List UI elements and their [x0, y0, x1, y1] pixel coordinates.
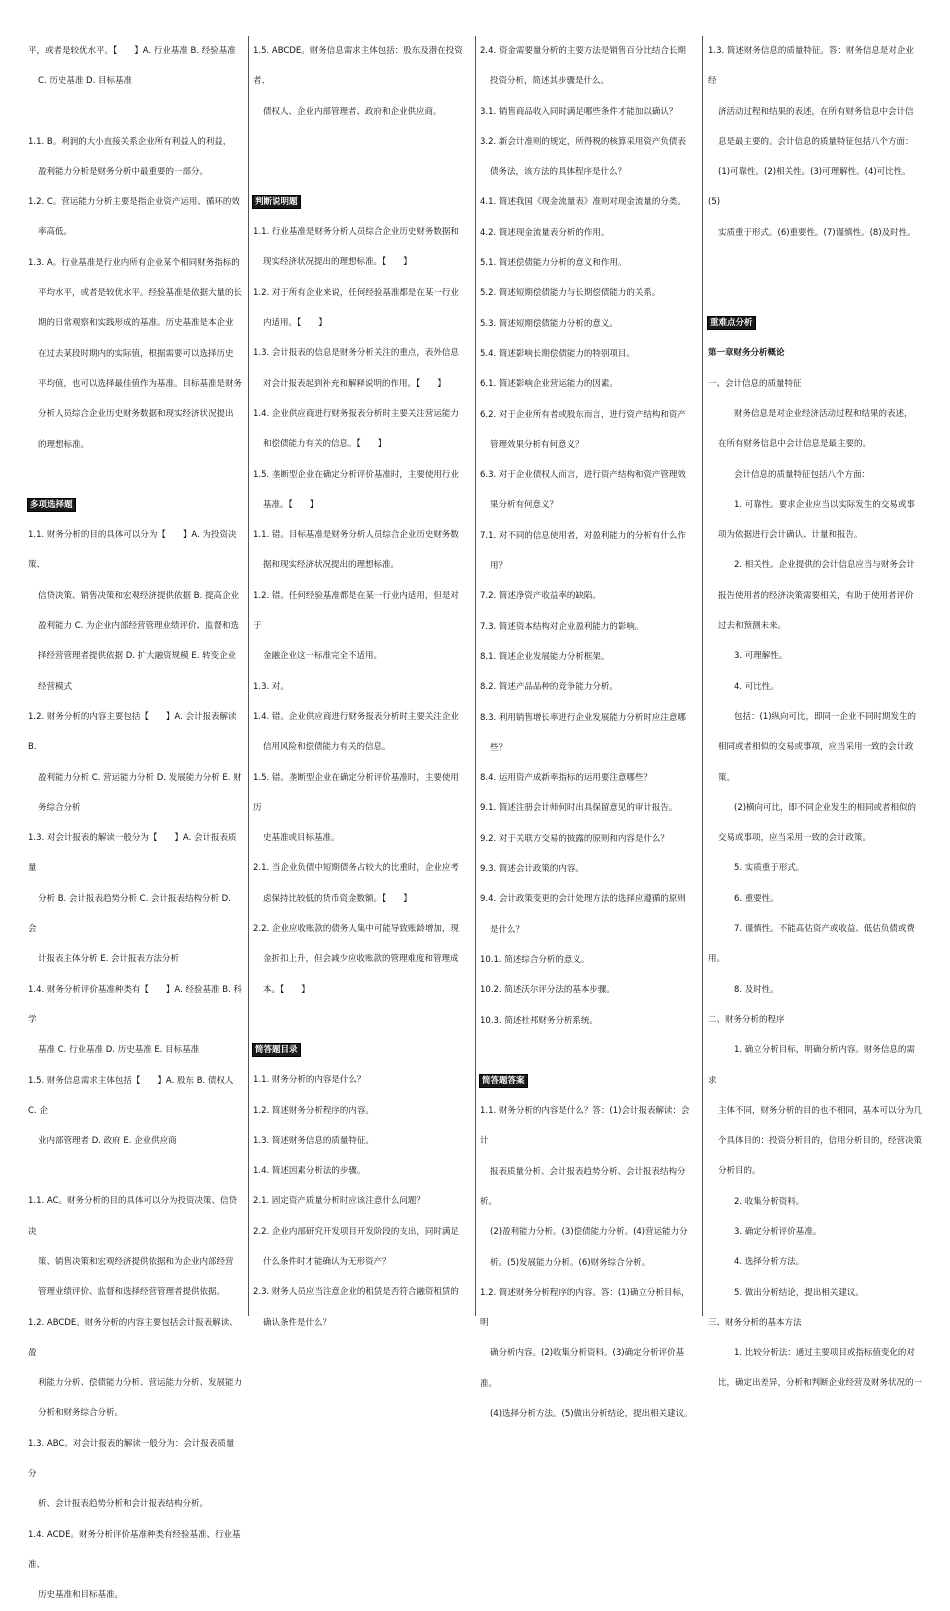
text-line: 10.2. 简述沃尔评分法的基本步骤。: [480, 985, 615, 996]
column-divider: [475, 36, 476, 1316]
text-line: 7.2. 简述净资产收益率的缺陷。: [480, 591, 601, 602]
text-line: [253, 127, 467, 157]
text-line: 8.4. 运用资产成新率指标的运用要注意哪些？: [480, 773, 652, 784]
text-line: 盈利能力分析 C. 营运能力分析 D. 发展能力分析 E. 财: [38, 772, 242, 783]
text-line: 1.2. 简述财务分析程序的内容。: [253, 1105, 374, 1116]
text-line: 7.1. 对不同的信息使用者，对盈利能力的分析有什么作: [480, 530, 686, 541]
text-line: 利能力分析、偿债能力分析、营运能力分析、发展能力: [38, 1378, 243, 1389]
text-line: 平，或者是较优水平。【 】A. 行业基准 B. 经验基准: [28, 46, 236, 56]
text-line: 在所有财务信息中会计信息是最主要的。: [718, 439, 872, 450]
text-line: 期的日常观察和实践形成的基准。历史基准是本企业: [38, 318, 234, 329]
text-line: 9.3. 简述会计政策的内容。: [480, 864, 584, 875]
text-line: 1.2. ABCDE。财务分析的内容主要包括会计报表解读、盈: [28, 1317, 238, 1358]
text-line: 1. 可靠性。要求企业应当以实际发生的交易或事: [734, 499, 915, 510]
text-line: 分析目的。: [718, 1166, 761, 1177]
text-line: [253, 157, 467, 187]
text-line: 和偿债能力有关的信息。【 】: [263, 439, 387, 450]
text-line: 1.3. 简述财务信息的质量特征。答：财务信息是对企业经: [708, 46, 914, 87]
text-line: 济活动过程和结果的表述，在所有财务信息中会计信: [718, 106, 914, 117]
text-line: 计报表主体分析 E. 会计报表方法分析: [38, 954, 179, 965]
text-line: 虑保持比较低的货币资金数额。【 】: [263, 893, 412, 904]
text-line: 一、会计信息的质量特征: [708, 378, 802, 389]
text-line: 析。(5)发展能力分析。(6)财务综合分析。: [490, 1257, 651, 1268]
text-line: [480, 1036, 694, 1066]
text-line: 过去和预测未来。: [718, 621, 787, 632]
text-line: 择经营管理者提供依据 D. 扩大融资规模 E. 转变企业: [38, 651, 237, 662]
text-line: 盈利能力 C. 为企业内部经营管理业绩评价、监督和选: [38, 621, 240, 632]
text-line: 6.3. 对于企业债权人而言，进行资产结构和资产管理效: [480, 470, 686, 481]
text-line: 平均水平，或者是较优水平。经验基准是依据大量的长: [38, 288, 243, 299]
text-line: 的理想标准。: [38, 439, 90, 450]
text-line: 8.1. 简述企业发展能力分析框架。: [480, 651, 610, 662]
text-line: 确认条件是什么？: [263, 1317, 332, 1328]
text-line: 1.4. 错。企业供应商进行财务报表分析时主要关注企业: [253, 711, 459, 722]
text-line: 1.1. 财务分析的目的具体可以分为【 】A. 为投资决策、: [28, 530, 237, 571]
text-line: 相同或者相似的交易或事项，应当采用一致的会计政: [718, 742, 914, 753]
text-line: 1.1. 财务分析的内容是什么？: [253, 1075, 366, 1086]
text-line: 1.2. 财务分析的内容主要包括【 】A. 会计报表解读 B.: [28, 711, 237, 753]
text-line: 金折扣上升，但会减少应收账款的管理难度和管理成: [263, 954, 459, 965]
text-line: 经营模式: [38, 681, 73, 692]
text-line: 1.2. 简述财务分析程序的内容。答：(1)确立分析目标，明: [480, 1287, 690, 1329]
text-line: 析、会计报表趋势分析和会计报表结构分析。: [38, 1499, 209, 1510]
text-line: 盈利能力分析是财务分析中最重要的一部分。: [38, 166, 209, 177]
text-line: 2.3. 财务人员应当注意企业的租赁是否符合融资租赁的: [253, 1287, 459, 1298]
text-line: 1.1. B。利润的大小直接关系企业所有利益人的利益，: [28, 136, 232, 147]
text-line: 业内部管理者 D. 政府 E. 企业供应商: [38, 1136, 177, 1147]
text-line: 3.2. 新会计准则的规定，所得税的核算采用资产负债表: [480, 136, 686, 147]
text-line: 二、财务分析的程序: [708, 1014, 785, 1025]
section-heading: 多项选择题: [30, 499, 73, 510]
text-line: 用？: [490, 561, 508, 572]
text-line: 会计信息的质量特征包括八个方面：: [734, 469, 871, 480]
text-line: 1.3. 会计报表的信息是财务分析关注的重点，表外信息: [253, 348, 459, 359]
text-line: (2)盈利能力分析。(3)偿债能力分析。(4)营运能力分: [490, 1227, 688, 1238]
text-line: 1.5. ABCDE。财务信息需求主体包括：股东及潜在投资者、: [253, 46, 463, 87]
text-line: 1.3. 对会计报表的解读一般分为【 】A. 会计报表质量: [28, 833, 237, 874]
text-column-2: [253, 36, 467, 1338]
text-column-1: [28, 36, 242, 1611]
text-line: 果分析有何意义？: [490, 500, 559, 511]
text-line: 1.4. 企业供应商进行财务报表分析时主要关注营运能力: [253, 408, 459, 419]
text-line: 8. 及时性。: [734, 984, 779, 995]
text-line: [708, 248, 922, 278]
text-line: 6.2. 对于企业所有者或股东而言，进行资产结构和资产: [480, 409, 686, 420]
text-line: 2.2. 企业内部研究开发项目开发阶段的支出，同时满足: [253, 1226, 459, 1237]
text-line: 对会计报表起到补充和解释说明的作用。【 】: [263, 378, 446, 389]
text-line: 3. 可理解性。: [734, 651, 788, 662]
section-heading: 简答题答案: [482, 1075, 525, 1086]
section-heading: 判断说明题: [255, 196, 298, 207]
text-line: 1.3. A。行业基准是行业内所有企业某个相同财务指标的: [28, 257, 240, 268]
text-line: 投资分析，简述其步骤是什么。: [490, 76, 610, 87]
text-line: 1. 确立分析目标，明确分析内容。财务信息的需求: [708, 1045, 915, 1086]
text-line: 包括：(1)纵向可比，即同一企业不同时期发生的: [734, 711, 917, 722]
text-line: 4.1. 简述我国《现金流量表》准则对现金流量的分类。: [480, 197, 686, 208]
text-line: 史基准或目标基准。: [263, 833, 340, 844]
text-line: 1. 比较分析法：通过主要项目或指标值变化的对: [734, 1348, 915, 1359]
text-line: 1.4. ACDE。财务分析评价基准种类有经验基准、行业基准、: [28, 1529, 241, 1570]
text-line: 基准 C. 行业基准 D. 历史基准 E. 目标基准: [38, 1045, 200, 1056]
text-line: 主体不同，财务分析的目的也不相同，基本可以分为几: [718, 1105, 923, 1116]
text-line: 4. 选择分析方法。: [734, 1257, 805, 1268]
text-line: 是什么？: [490, 924, 525, 935]
text-line: 率高低。: [38, 227, 73, 238]
text-line: 8.3. 利用销售增长率进行企业发展能力分析时应注意哪: [480, 712, 686, 723]
section-heading: 重难点分析: [710, 318, 753, 329]
column-divider: [248, 36, 249, 1316]
text-line: 1.2. 错。任何经验基准都是在某一行业内适用，但是对于: [253, 590, 459, 632]
text-line: 1.3. 简述财务信息的质量特征。: [253, 1135, 374, 1146]
text-line: 信用风险和偿债能力有关的信息。: [263, 742, 391, 753]
text-column-3: [480, 36, 694, 1429]
text-line: 2.2. 企业应收账款的债务人集中可能导致账龄增加，现: [253, 924, 459, 935]
text-line: 比，确定出差异，分析和判断企业经营及财务状况的一: [718, 1378, 923, 1389]
text-line: (1)可靠性。(2)相关性。(3)可理解性。(4)可比性。(5): [708, 167, 911, 208]
text-line: 策。: [718, 772, 736, 783]
text-line: 交易或事项，应当采用一致的会计政策。: [718, 833, 872, 844]
text-line: 历史基准和目标基准。: [38, 1590, 124, 1601]
text-line: 1.5. 错。垄断型企业在确定分析评价基准时，主要使用历: [253, 772, 459, 813]
text-line: 3.1. 销售商品收入同时满足哪些条件才能加以确认？: [480, 106, 678, 117]
text-line: 些？: [490, 742, 508, 753]
text-line: 1.1. 行业基准是财务分析人员综合企业历史财务数据和: [253, 227, 459, 238]
text-line: 2.4. 资金需要量分析的主要方法是销售百分比结合长期: [480, 46, 686, 56]
text-line: 1.5. 垄断型企业在确定分析评价基准时，主要使用行业: [253, 469, 459, 480]
text-line: 内适用。【 】: [263, 318, 327, 329]
text-line: 管理业绩评价、监督和选择经营管理者提供依据。: [38, 1287, 226, 1298]
text-line: 现实经济状况提出的理想标准。【 】: [263, 257, 412, 268]
text-line: 确分析内容。(2)收集分析资料。(3)确定分析评价基准。: [480, 1348, 685, 1389]
text-line: 5.3. 简述短期偿债能力分析的意义。: [480, 318, 618, 329]
text-line: C. 历史基准 D. 目标基准: [38, 76, 132, 87]
text-line: 5.2. 简述短期偿债能力与长期偿债能力的关系。: [480, 288, 661, 299]
text-line: 据和现实经济状况提出的理想标准。: [263, 560, 400, 571]
text-line: 9.1. 简述注册会计师何时出具保留意见的审计报告。: [480, 803, 678, 814]
text-line: 1.2. C。营运能力分析主要是指企业资产运用、循环的效: [28, 197, 240, 208]
text-line: 1.4. 财务分析评价基准种类有【 】A. 经验基准 B. 科学: [28, 984, 242, 1025]
text-line: 分析 B. 会计报表趋势分析 C. 会计报表结构分析 D. 会: [28, 893, 231, 935]
text-line: 管理效果分析有何意义？: [490, 439, 584, 450]
text-line: 7.3. 简述资本结构对企业盈利能力的影响。: [480, 621, 644, 632]
text-line: 1.4. 简述因素分析法的步骤。: [253, 1166, 366, 1177]
text-line: 6.1. 简述影响企业营运能力的因素。: [480, 379, 618, 390]
text-line: 在过去某段时期内的实际值，根据需要可以选择历史: [38, 348, 234, 359]
text-line: 7. 谨慎性。不能高估资产或收益、低估负债或费用。: [708, 924, 915, 965]
text-line: [708, 278, 922, 308]
text-line: 报表质量分析、会计报表趋势分析、会计报表结构分析。: [480, 1166, 686, 1207]
text-line: 个具体目的：投资分析目的，信用分析目的，经营决策: [718, 1136, 923, 1147]
text-line: 1.3. 对。: [253, 681, 289, 692]
text-line: 2. 相关性。企业提供的会计信息应当与财务会计: [734, 560, 915, 571]
text-line: (2)横向可比，即不同企业发生的相同或者相似的: [734, 802, 917, 813]
text-line: 策、销售决策和宏观经济提供依据和为企业内部经营: [38, 1256, 234, 1267]
text-line: 报告使用者的经济决策需要相关，有助于使用者评价: [718, 590, 914, 601]
text-line: 三、财务分析的基本方法: [708, 1317, 802, 1328]
text-line: 2. 收集分析资料。: [734, 1196, 805, 1207]
text-line: 1.1. 财务分析的内容是什么？答：(1)会计报表解读：会计: [480, 1106, 690, 1147]
text-line: 2.1. 固定资产质量分析时应该注意什么问题？: [253, 1196, 425, 1207]
section-heading: 简答题目录: [255, 1044, 298, 1055]
text-line: 实质重于形式。(6)重要性。(7)谨慎性。(8)及时性。: [718, 227, 916, 238]
text-line: 1.1. 错。目标基准是财务分析人员综合企业历史财务数: [253, 530, 459, 541]
text-line: 10.3. 简述杜邦财务分析系统。: [480, 1015, 598, 1026]
text-line: 1.3. ABC。对会计报表的解读一般分为：会计报表质量分: [28, 1438, 235, 1480]
text-line: [253, 1005, 467, 1035]
text-line: 本。【 】: [263, 984, 310, 995]
text-line: 务综合分析: [38, 802, 81, 813]
text-line: 什么条件时才能确认为无形资产？: [263, 1256, 391, 1267]
text-line: [28, 1156, 242, 1186]
text-line: 10.1. 简述综合分析的意义。: [480, 954, 590, 965]
text-line: 9.4. 会计政策变更的会计处理方法的选择应遵循的原则: [480, 894, 686, 905]
text-line: 分析人员综合企业历史财务数据和现实经济状况提出: [38, 409, 234, 420]
text-line: 4. 可比性。: [734, 681, 779, 692]
text-line: 1.5. 财务信息需求主体包括【 】A. 股东 B. 债权人 C. 企: [28, 1075, 234, 1116]
text-line: 分析和财务综合分析。: [38, 1408, 124, 1419]
text-column-4: [708, 36, 922, 1399]
text-line: (4)选择分析方法。(5)做出分析结论，提出相关建议。: [490, 1409, 693, 1420]
text-line: 信贷决策、销售决策和宏观经济提供依据 B. 提高企业: [38, 590, 239, 601]
text-line: 项为依据进行会计确认、计量和报告。: [718, 530, 863, 541]
text-line: 1.2. 对于所有企业来说，任何经验基准都是在某一行业: [253, 287, 459, 298]
text-line: 财务信息是对企业经济活动过程和结果的表述，: [734, 408, 913, 419]
text-line: 息是最主要的。会计信息的质量特征包括八个方面：: [718, 136, 914, 147]
text-line: [28, 460, 242, 490]
text-line: 4.2. 简述现金流量表分析的作用。: [480, 227, 610, 238]
text-line: 债务法，该方法的具体程序是什么？: [490, 167, 627, 178]
text-line: [28, 97, 242, 127]
text-line: 3. 确定分析评价基准。: [734, 1226, 822, 1237]
text-line: 8.2. 简述产品品种的竞争能力分析。: [480, 682, 618, 693]
text-line: 基准。【 】: [263, 499, 319, 510]
text-line: 2.1. 当企业负债中短期债务占较大的比重时，企业应考: [253, 863, 459, 874]
text-line: 5. 实质重于形式。: [734, 863, 805, 874]
text-line: 6. 重要性。: [734, 893, 779, 904]
text-line: 债权人、企业内部管理者、政府和企业供应商。: [263, 106, 442, 117]
text-line: 5.1. 简述偿债能力分析的意义和作用。: [480, 258, 627, 269]
text-line: 5. 做出分析结论，提出相关建议。: [734, 1287, 864, 1298]
text-line: 平均值，也可以选择最佳值作为基准。目标基准是财务: [38, 378, 243, 389]
text-line: 9.2. 对于关联方交易的披露的原则和内容是什么？: [480, 833, 669, 844]
text-line: 1.1. AC。财务分析的目的具体可以分为投资决策、信贷决: [28, 1196, 238, 1237]
text-line: 金融企业这一标准完全不适用。: [263, 651, 383, 662]
text-line: 第一章财务分析概论: [708, 348, 785, 359]
column-divider: [702, 36, 703, 1316]
text-line: 5.4. 简述影响长期偿债能力的特别项目。: [480, 348, 635, 359]
